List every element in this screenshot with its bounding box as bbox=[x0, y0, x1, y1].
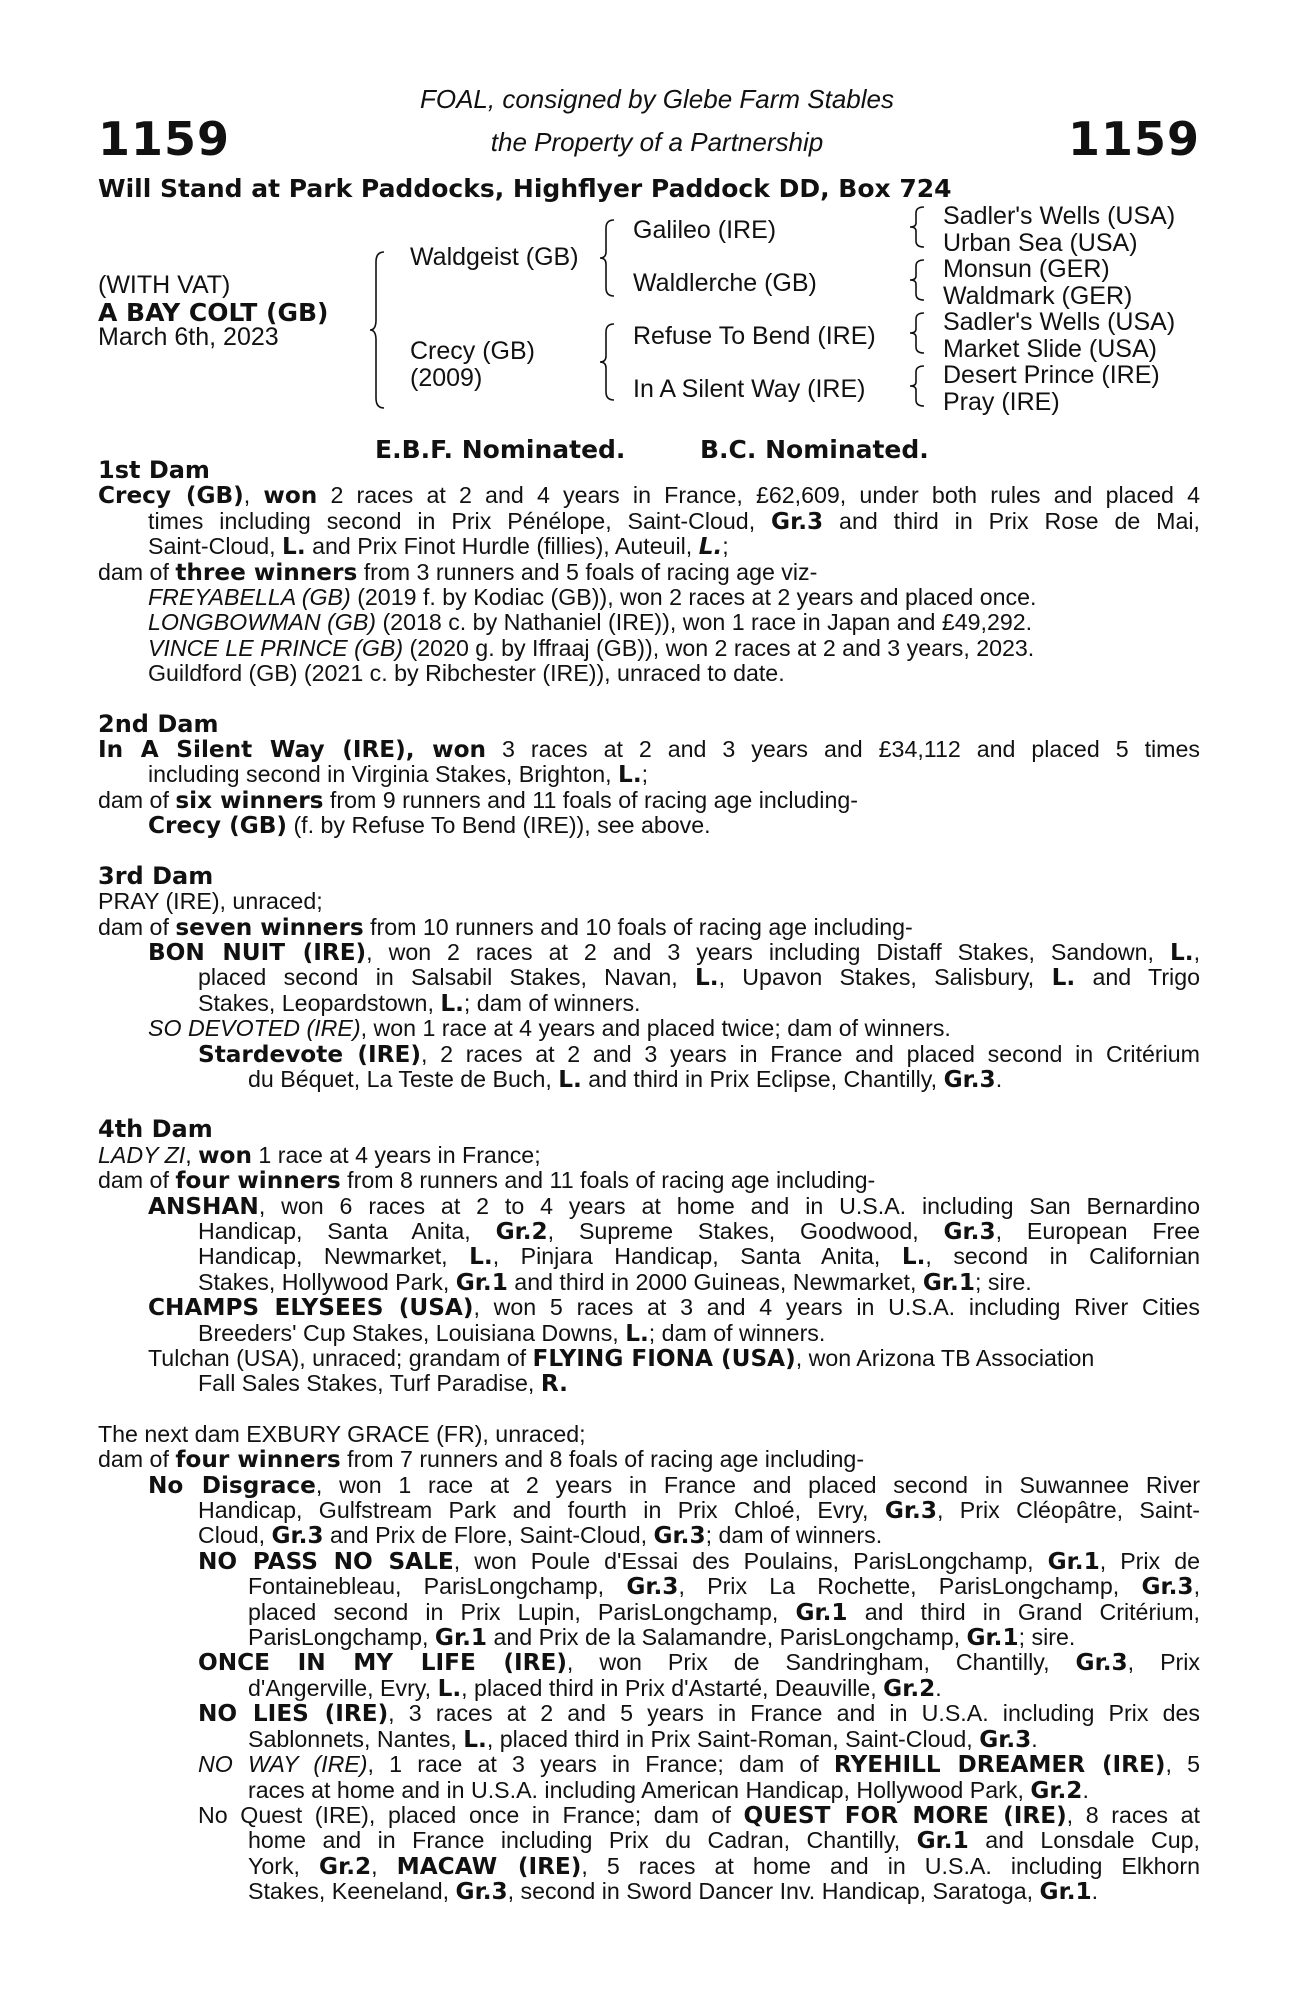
ebf-nomination: E.B.F. Nominated. bbox=[375, 435, 626, 464]
bc-nomination: B.C. Nominated. bbox=[700, 435, 929, 464]
pedigree-gg-1: Sadler's Wells (USA) bbox=[943, 202, 1176, 230]
next-dam-grandprogeny-1-cont-1: Fontainebleau, ParisLongchamp, Gr.3, Prix La Rochette, ParisLongchamp, Gr.3, bbox=[248, 1573, 1201, 1601]
pedigree-gg-5: Sadler's Wells (USA) bbox=[943, 308, 1176, 336]
next-dam-line-1: The next dam EXBURY GRACE (FR), unraced; bbox=[98, 1420, 586, 1447]
second-dam-progeny-1: Crecy (GB) (f. by Refuse To Bend (IRE)), see above. bbox=[148, 812, 711, 840]
property-line: the Property of a Partnership bbox=[490, 127, 824, 157]
third-dam-grandprogeny-1: Stardevote (IRE), 2 races at 2 and 3 years in France and placed second in Critérium bbox=[198, 1040, 1200, 1068]
second-dam-heading: 2nd Dam bbox=[98, 709, 219, 738]
second-dam-line-1: In A Silent Way (IRE), won 3 races at 2 and 3 years and £34,112 and placed 5 times bbox=[98, 736, 1200, 764]
pedigree-gg-3: Monsun (GER) bbox=[943, 255, 1110, 283]
pedigree-dam: Crecy (GB) bbox=[410, 337, 535, 365]
second-dam-line-2: including second in Virginia Stakes, Brighton, L.; bbox=[148, 761, 649, 789]
horse-dob: March 6th, 2023 bbox=[98, 323, 279, 351]
next-dam-grandprogeny-1-cont-3: ParisLongchamp, Gr.1 and Prix de la Salamandre, ParisLongchamp, Gr.1; sire. bbox=[248, 1624, 1076, 1652]
pedigree-gg-2: Urban Sea (USA) bbox=[943, 229, 1138, 257]
first-dam-progeny-4: Guildford (GB) (2021 c. by Ribchester (IRE)), unraced to date. bbox=[148, 660, 785, 687]
third-dam-progeny-1-cont-2: Stakes, Leopardstown, L.; dam of winners. bbox=[198, 989, 641, 1017]
third-dam-grandprogeny-1-cont: du Béquet, La Teste de Buch, L. and third in Prix Eclipse, Chantilly, Gr.3. bbox=[248, 1065, 1003, 1093]
fourth-dam-progeny-2-cont: Breeders' Cup Stakes, Louisiana Downs, L.; dam of winners. bbox=[198, 1319, 826, 1347]
pedigree-bracket-main bbox=[370, 250, 386, 410]
next-dam-line-2: dam of four winners from 7 runners and 8 foals of racing age including- bbox=[98, 1446, 865, 1474]
fourth-dam-progeny-3-cont: Fall Sales Stakes, Turf Paradise, R. bbox=[198, 1370, 568, 1398]
third-dam-progeny-1: BON NUIT (IRE), won 2 races at 2 and 3 years including Distaff Stakes, Sandown, L., bbox=[148, 938, 1201, 966]
third-dam-progeny-1-cont-1: placed second in Salsabil Stakes, Navan, L., Upavon Stakes, Salisbury, L. and Trigo bbox=[198, 964, 1200, 992]
pedigree-dam-year: (2009) bbox=[410, 364, 483, 392]
horse-name: A BAY COLT (GB) bbox=[98, 298, 329, 327]
pedigree-gg-8: Pray (IRE) bbox=[943, 388, 1060, 416]
fourth-dam-progeny-2: CHAMPS ELYSEES (USA), won 5 races at 3 and 4 years in U.S.A. including River Cities bbox=[148, 1294, 1200, 1322]
next-dam-grandprogeny-4: NO WAY (IRE), 1 race at 3 years in France; dam of RYEHILL DREAMER (IRE), 5 bbox=[198, 1751, 1200, 1779]
pedigree-bracket-dam bbox=[600, 322, 616, 402]
next-dam-grandprogeny-3: NO LIES (IRE), 3 races at 2 and 5 years in France and in U.S.A. including Prix des bbox=[198, 1700, 1200, 1728]
first-dam-progeny-1: FREYABELLA (GB) (2019 f. by Kodiac (GB)), won 2 races at 2 years and placed once. bbox=[148, 584, 1037, 611]
third-dam-progeny-2: SO DEVOTED (IRE), won 1 race at 4 years and placed twice; dam of winners. bbox=[148, 1015, 951, 1042]
pedigree-sire-dam: Waldlerche (GB) bbox=[633, 269, 817, 297]
lot-number-left: 1159 bbox=[98, 112, 231, 166]
fourth-dam-progeny-3: Tulchan (USA), unraced; grandam of FLYING FIONA (USA), won Arizona TB Association bbox=[148, 1345, 1095, 1372]
third-dam-line-2: dam of seven winners from 10 runners and 10 foals of racing age including- bbox=[98, 913, 913, 941]
third-dam-line-1: PRAY (IRE), unraced; bbox=[98, 888, 323, 915]
third-dam-heading: 3rd Dam bbox=[98, 861, 214, 890]
next-dam-progeny-1: No Disgrace, won 1 race at 2 years in France and placed second in Suwannee River bbox=[148, 1471, 1200, 1499]
pedigree-gg-6: Market Slide (USA) bbox=[943, 335, 1157, 363]
pedigree-sire: Waldgeist (GB) bbox=[410, 243, 579, 271]
next-dam-grandprogeny-2-cont: d'Angerville, Evry, L., placed third in Prix d'Astarté, Deauville, Gr.2. bbox=[248, 1674, 942, 1702]
fourth-dam-line-2: dam of four winners from 8 runners and 11 foals of racing age including- bbox=[98, 1167, 876, 1195]
fourth-dam-progeny-1-cont-1: Handicap, Santa Anita, Gr.2, Supreme Stakes, Goodwood, Gr.3, European Free bbox=[198, 1217, 1200, 1245]
first-dam-line-1: Crecy (GB), won 2 races at 2 and 4 years in France, £62,609, under both rules and placed 4 bbox=[98, 482, 1200, 510]
fourth-dam-line-1: LADY ZI, won 1 race at 4 years in France; bbox=[98, 1141, 541, 1169]
fourth-dam-progeny-1-cont-2: Handicap, Newmarket, L., Pinjara Handicap, Santa Anita, L., second in Californian bbox=[198, 1243, 1200, 1271]
next-dam-grandprogeny-5: No Quest (IRE), placed once in France; dam of QUEST FOR MORE (IRE), 8 races at bbox=[198, 1801, 1200, 1829]
fourth-dam-progeny-1-cont-3: Stakes, Hollywood Park, Gr.1 and third in 2000 Guineas, Newmarket, Gr.1; sire. bbox=[198, 1268, 1032, 1296]
consignor-line: FOAL, consigned by Glebe Farm Stables bbox=[419, 84, 894, 114]
next-dam-grandprogeny-5-cont-1: home and in France including Prix du Cadran, Chantilly, Gr.1 and Lonsdale Cup, bbox=[248, 1827, 1200, 1855]
next-dam-grandprogeny-1-cont-2: placed second in Prix Lupin, ParisLongchamp, Gr.1 and third in Grand Critérium, bbox=[248, 1598, 1200, 1626]
catalogue-body bbox=[98, 458, 1200, 1905]
lot-number-right: 1159 bbox=[1067, 112, 1200, 166]
next-dam-progeny-1-cont-1: Handicap, Gulfstream Park and fourth in Prix Chloé, Evry, Gr.3, Prix Cléopâtre, Saint- bbox=[198, 1497, 1200, 1525]
fourth-dam-heading: 4th Dam bbox=[98, 1115, 213, 1144]
first-dam-progeny-3: VINCE LE PRINCE (GB) (2020 g. by Iffraaj (GB)), won 2 races at 2 and 3 years, 2023. bbox=[148, 634, 1035, 661]
pedigree-bracket-g4 bbox=[910, 364, 926, 408]
pedigree-bracket-g1 bbox=[910, 205, 926, 249]
next-dam-progeny-1-cont-2: Cloud, Gr.3 and Prix de Flore, Saint-Cloud, Gr.3; dam of winners. bbox=[198, 1522, 883, 1550]
second-dam-line-3: dam of six winners from 9 runners and 11 foals of racing age including- bbox=[98, 786, 858, 814]
next-dam-grandprogeny-4-cont: races at home and in U.S.A. including American Handicap, Hollywood Park, Gr.2. bbox=[248, 1776, 1089, 1804]
next-dam-grandprogeny-5-cont-2: York, Gr.2, MACAW (IRE), 5 races at home and in U.S.A. including Elkhorn bbox=[248, 1852, 1201, 1880]
fourth-dam-progeny-1: ANSHAN, won 6 races at 2 to 4 years at home and in U.S.A. including San Bernardino bbox=[148, 1192, 1200, 1220]
pedigree-dam-sire: Refuse To Bend (IRE) bbox=[633, 322, 876, 350]
first-dam-progeny-2: LONGBOWMAN (GB) (2018 c. by Nathaniel (IRE)), won 1 race in Japan and £49,292. bbox=[148, 609, 1033, 636]
next-dam-grandprogeny-5-cont-3: Stakes, Keeneland, Gr.3, second in Sword Dancer Inv. Handicap, Saratoga, Gr.1. bbox=[248, 1878, 1099, 1906]
pedigree-gg-7: Desert Prince (IRE) bbox=[943, 361, 1160, 389]
stand-location: Will Stand at Park Paddocks, Highflyer Paddock DD, Box 724 bbox=[98, 174, 952, 203]
pedigree-bracket-g2 bbox=[910, 258, 926, 302]
next-dam-grandprogeny-2: ONCE IN MY LIFE (IRE), won Prix de Sandringham, Chantilly, Gr.3, Prix bbox=[198, 1649, 1200, 1677]
next-dam-grandprogeny-3-cont: Sablonnets, Nantes, L., placed third in Prix Saint-Roman, Saint-Cloud, Gr.3. bbox=[248, 1725, 1038, 1753]
next-dam-grandprogeny-1: NO PASS NO SALE, won Poule d'Essai des Poulains, ParisLongchamp, Gr.1, Prix de bbox=[198, 1547, 1200, 1575]
first-dam-line-4: dam of three winners from 3 runners and 5 foals of racing age viz- bbox=[98, 558, 818, 586]
pedigree-dam-dam: In A Silent Way (IRE) bbox=[633, 375, 866, 403]
pedigree-gg-4: Waldmark (GER) bbox=[943, 282, 1133, 310]
first-dam-line-3: Saint-Cloud, L. and Prix Finot Hurdle (fillies), Auteuil, L.; bbox=[148, 533, 729, 561]
vat-note: (WITH VAT) bbox=[98, 271, 231, 299]
pedigree-bracket-g3 bbox=[910, 311, 926, 355]
pedigree-bracket-sire bbox=[600, 218, 616, 298]
first-dam-line-2: times including second in Prix Pénélope, Saint-Cloud, Gr.3 and third in Prix Rose de Mai, bbox=[148, 507, 1200, 535]
first-dam-heading: 1st Dam bbox=[98, 456, 210, 484]
pedigree-sire-sire: Galileo (IRE) bbox=[633, 216, 777, 244]
